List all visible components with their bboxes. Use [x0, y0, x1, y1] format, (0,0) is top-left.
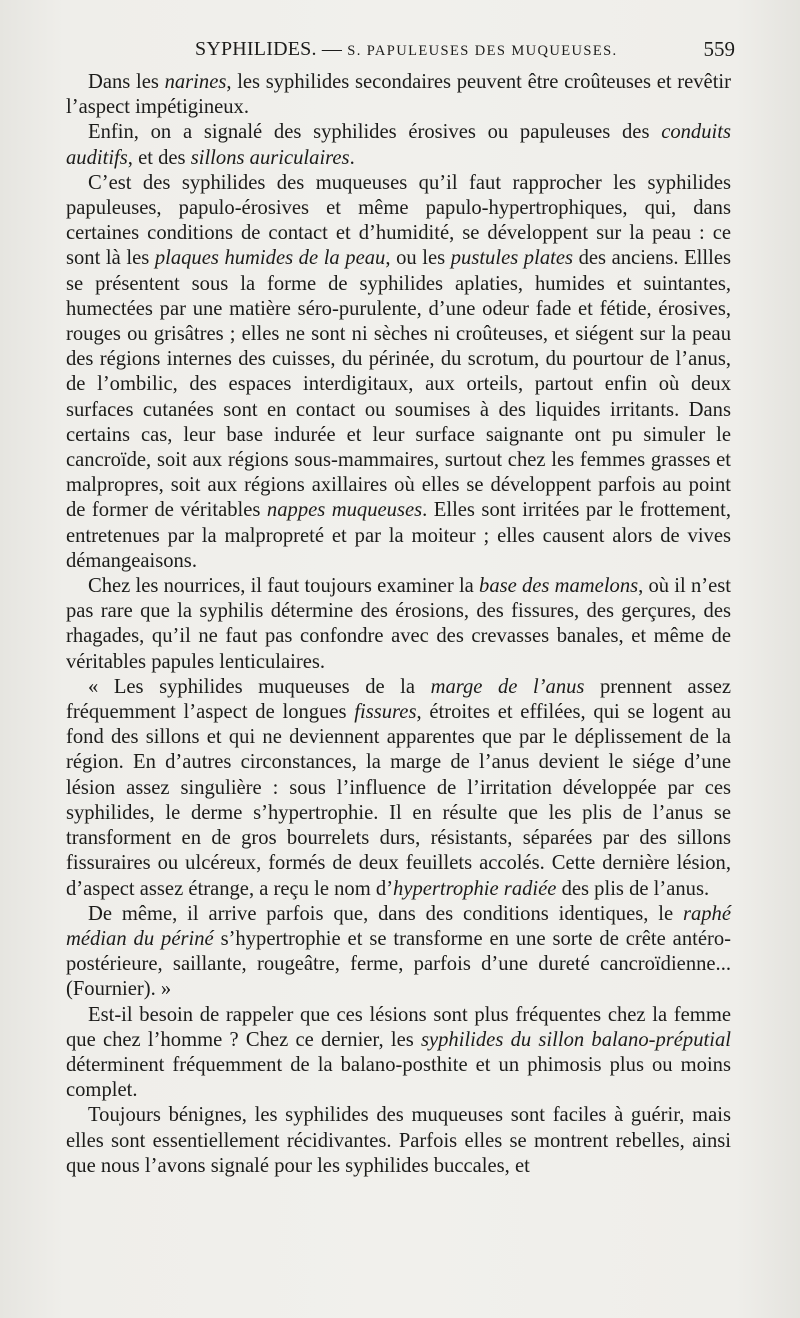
- running-head: [195, 34, 735, 64]
- paragraph: [66, 120, 731, 170]
- text-run: Dans les: [88, 71, 165, 93]
- italic-text: conduits auditifs: [66, 121, 731, 169]
- text-run: Est-il besoin de rappeler que ces lésions sont plus fréquentes chez la femme que chez l’homme ? Chez ce dernier, les: [66, 1003, 731, 1051]
- text-run: C’est des syphilides des muqueuses qu’il faut rapprocher les syphilides papuleuses, papulo-érosives et même papulo-hypertrophiques, qui, dans certaines conditions de contact et d’humidité, se développent sur la peau : ce sont là les: [66, 171, 731, 270]
- italic-text: raphé médian du périné: [66, 902, 731, 950]
- text-run: , ou les: [385, 247, 451, 270]
- italic-text: pustules plates: [450, 247, 573, 270]
- text-run: prennent assez fréquemment l’aspect de longues: [66, 675, 732, 724]
- paragraph: [66, 171, 731, 574]
- page-number: 559: [703, 37, 735, 61]
- italic-text: syphilides du sillon balano-préputial: [420, 1028, 731, 1051]
- running-head-title-group: [195, 34, 618, 66]
- text-run: De même, il arrive parfois que, dans des conditions identiques, le: [88, 902, 683, 925]
- paragraph: [66, 574, 731, 675]
- text-run: des plis de l’anus.: [556, 877, 710, 900]
- paragraph: [66, 1003, 731, 1104]
- text-run: déterminent fréquemment de la balano-posthite et un phimosis plus ou moins complet.: [66, 1053, 731, 1102]
- italic-text: fissures: [354, 701, 417, 724]
- text-run: Chez les nourrices, il faut toujours examiner la: [88, 575, 480, 598]
- running-head-title: SYPHILIDES.: [195, 38, 317, 60]
- italic-text: hypertrophie radiée: [393, 877, 557, 900]
- italic-text: narines: [164, 71, 227, 93]
- text-run: . Elles sont irritées par le frottement, entretenues par la malpropreté et par la moiteur ; elles causent alors de vives démangeaisons.: [66, 499, 731, 572]
- running-head-subtitle: S. PAPULEUSES DES MUQUEUSES.: [347, 43, 618, 59]
- text-run: , où il n’est pas rare que la syphilis détermine des érosions, des fissures, des gerçures, des rhagades, qu’il ne faut pas confondre avec des crevasses banales, et même de véritables papules lenticulaires.: [66, 575, 731, 673]
- italic-text: sillons auriculaires: [190, 146, 350, 169]
- paragraph: [66, 1103, 731, 1179]
- text-run: .: [349, 146, 355, 169]
- italic-text: marge de l’anus: [430, 675, 585, 698]
- text-run: Toujours bénignes, les syphilides des muqueuses sont faciles à guérir, mais elles sont essentiellement récidivantes. Parfois elles se montrent rebelles, ainsi que nous l’avons signalé pour les syphilides buccales, et: [66, 1104, 731, 1177]
- text-run: des anciens. Ellles se présentent sous la forme de syphilides aplaties, humides et suintantes, humectées par une matière séro-purulente, d’une odeur fade et fétide, érosives, rouges ou grisâtres ; elles ne sont ni sèches ni croûteuses, et siégent sur la peau des régions internes des cuisses, du périnée, du scrotum, du pourtour de l’anus, de l’ombilic, des espaces interdigitaux, aux orteils, partout enfin où deux surfaces cutanées sont en contact ou soumises à des liquides irritants. Dans certains cas, leur base indurée et leur surface saignante ont pu simuler le cancroïde, soit aux régions sous-mammaires, surtout chez les femmes grasses et malpropres, soit aux régions axillaires où elles se développent parfois au point de former de véritables: [66, 247, 731, 522]
- text-run: Enfin, on a signalé des syphilides érosives ou papuleuses des: [88, 121, 662, 144]
- text-run: , et des: [127, 146, 191, 169]
- italic-text: plaques humides de la peau: [154, 247, 386, 270]
- text-run: s’hypertrophie et se transforme en une sorte de crête antéro-postérieure, saillante, rougeâtre, ferme, parfois d’une dureté cancroïdienne... (Fournier). »: [66, 927, 731, 1001]
- text-run: , étroites et effilées, qui se logent au fond des sillons et qui ne deviennent apparentes que par le déplissement de la région. En d’autres circonstances, la marge de l’anus devient le siége d’une lésion assez singulière : sous l’influence de l’irritation développée par ces syphilides, le derme s’hypertrophie. Il en résulte que les plis de l’anus se transforment en de gros bourrelets durs, résistants, séparées par des sillons fissuraires ou ulcéreux, formés de deux feuillets accolés. Cette dernière lésion, d’aspect assez étrange, a reçu le nom d’: [66, 701, 732, 900]
- text-run: , les syphilides secondaires peuvent être croûteuses et revêtir l’aspect impétigineux.: [66, 71, 731, 119]
- paragraph: [66, 70, 731, 120]
- paragraph: [66, 675, 731, 902]
- italic-text: base des mamelons: [479, 575, 639, 598]
- text-run: « Les syphilides muqueuses de la: [88, 675, 431, 698]
- running-head-dash: —: [321, 38, 343, 60]
- italic-text: nappes muqueuses: [266, 499, 423, 522]
- body-text: [66, 70, 731, 1179]
- paragraph: [66, 902, 731, 1003]
